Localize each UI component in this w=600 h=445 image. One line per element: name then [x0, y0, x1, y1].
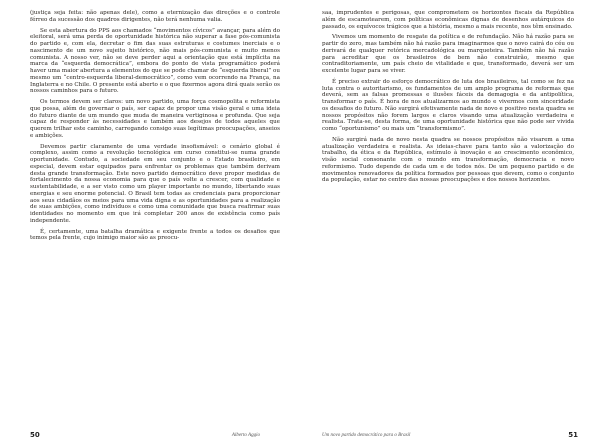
left-paragraph-5: É, certamente, uma batalha dramática e exigente frente a todos os desafios que temos pela frente, cujo inimigo maior são as preocu- [30, 228, 280, 242]
right-footer [300, 427, 600, 439]
right-text-column [322, 10, 574, 188]
running-head-title: Um novo partido democrático para o Brasil [322, 433, 411, 438]
right-page [300, 0, 600, 445]
right-paragraph-2: Vivemos um momento de resgate da política e de refundação. Não há razão para se partir do zero, mas também não há razão para imaginarmos que o novo cairá do céu ou derivará de qualquer retórica mercadológica ou marqueteira. Também não há razão para acreditar que os brasileiros de bem não construirão, mesmo que contraditoriamente, um país cheio de vitalidade e que, transformado, deverá ser um excelente lugar para se viver. [322, 34, 574, 74]
left-text-column [30, 10, 280, 246]
left-footer [0, 427, 300, 439]
right-paragraph-4: Não surgirá nada de novo nesta quadra se nossos propósitos não visarem a uma atualização verdadeira e realista. As ideias-chave para tanto são a valorização do trabalho, da ética e da República, estímulo à inovação e ao crescimento econômico, visão social consonante com o mundo em transformação, democracia e novo reformismo. Tudo depende de cada um e de todos nós. De um pequeno partido e de movimentos renovadores da política formados por pessoas que devem, como o conjunto da população, estar no centro das nossas preocupações e dos nossos horizontes. [322, 136, 574, 184]
right-paragraph-1: saa, imprudentes e perigosas, que comprometem os horizontes fiscais da República além de escamotearem, com políticas econômicas dignas de desenhos autárquicos do passado, os equívocos trágicos que a história, mesmo a mais recente, nos têm ensinado. [322, 10, 574, 30]
running-head-author: Alberto Aggio [231, 433, 260, 438]
page-number: 51 [568, 431, 578, 439]
left-paragraph-3: Os termos devem ser claros: um novo partido, uma força cosmopolita e reformista que possa, além de governar o país, ser capaz de propor uma visão geral e uma ideia do futuro diante de um mundo que muda de maneira vertiginosa e profunda. Que seja capaz de responder às necessidades e também aos desejos de todos aqueles que querem trilhar este caminho, carregando consigo suas legítimas preocupações, anseios e ambições. [30, 99, 280, 139]
left-paragraph-4: Devemos partir claramente de uma verdade insofismável: o cenário global é complexo, assim como a revolução tecnológica em curso constitui-se numa grande oportunidade. Contudo, a sociedade em seu conjunto e o Estado brasileiro, em especial, devem estar equipados para enfrentar os problemas que também derivam desta grande transformação. Este novo partido democrático deve propor medidas de fortalecimento da nossa economia para que o país volte a crescer, com qualidade e sustentabilidade, e a ser visto como um player importante no mundo, libertando suas energias e seu enorme potencial. O Brasil tem todas as credenciais para proporcionar aos seus cidadãos os meios para uma vida digna e as oportunidades para a realização de suas ambições, como indivíduos e como uma comunidade que busca reafirmar suas identidades no momento em que irá completar 200 anos de existência como país independente. [30, 143, 280, 224]
left-paragraph-2: Se esta abertura do PPS aos chamados “movimentos cívicos” avançar, para além do eleitoral, será uma perda de oportunidade histórica não superar a fase pós-comunista do partido e, com ela, decretar o fim das suas estruturas e costumes inerciais e o nascimento de um novo sujeito histórico, não mais pós-comunista e muito menos comunista. A nosso ver, não se deve perder aqui a orientação que está implícita na marca da “esquerda democrática”, embora do ponto de vista programático poderá haver uma maior abertura a elementos do que se pode chamar de “esquerda liberal” ou mesmo um “centro-esquerda liberal-democrático”, como vem ocorrendo na França, na Inglaterra e no Chile. O presente está aberto e o que fizermos agora dirá quais serão os nossos caminhos para o futuro. [30, 27, 280, 95]
right-paragraph-3: É preciso extrair do esforço democrático de luta dos brasileiros, tal como se fez na luta contra o autoritarismo, os fundamentos de um amplo programa de reformas que deverá, sem as falsas promessas e ilusões fáceis da demagogia e da antipolítica, transformar o país. É hora de nos atualizarmos ao mundo e vivermos com sinceridade os desafios do futuro. Não surgirá efetivamente nada de novo e positivo nesta quadra se nossos propósitos não forem largos e claros visando uma atualização verdadeira e realista. Trata-se, desta forma, de uma oportunidade histórica que não pode ser vivida como “oportunismo” ou mais um “transformismo”. [322, 78, 574, 132]
left-paragraph-1: (justiça seja feita: não apenas dele), como a eternização das direções e o controle férreo da sucessão dos quadros dirigentes, não terá nenhuma valia. [30, 10, 280, 23]
page-number: 50 [30, 431, 40, 439]
